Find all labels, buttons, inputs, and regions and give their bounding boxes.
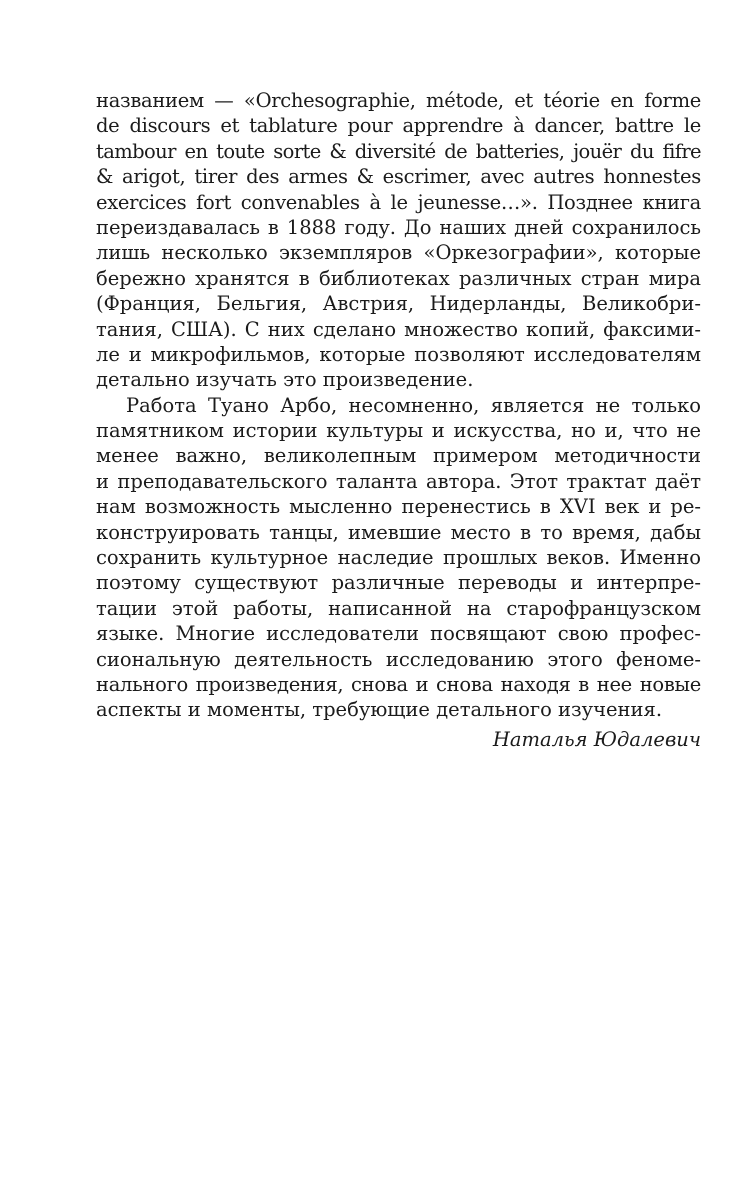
page-body xyxy=(96,88,701,752)
text-line: переиздавалась в 1888 году. До наших дней сохранилось xyxy=(96,215,701,239)
text-line: сиональную деятельность исследованию этого феноме- xyxy=(96,647,701,671)
text-line: названием — «Orchesographie, métode, et téorie en forme xyxy=(96,89,701,112)
text-line: Работа Туано Арбо, несомненно, является не только xyxy=(126,393,701,417)
text-line: tambour en toute sorte & diversité de batteries, jouër du fifre xyxy=(96,139,701,163)
text-line: & arigot, tirer des armes & escrimer, avec autres honnestes xyxy=(96,165,701,189)
text-line: сохранить культурное наследие прошлых веков. Именно xyxy=(96,546,701,570)
text-line: нального произведения, снова и снова находя в нее новые xyxy=(96,672,701,696)
paragraph-2 xyxy=(96,393,701,723)
text-line: аспекты и моменты, требующие детального изучения. xyxy=(96,698,663,722)
text-line: детально изучать это произведение. xyxy=(96,368,474,392)
text-line: нам возможность мысленно перенестись в XVI век и ре- xyxy=(96,495,701,519)
text-line: бережно хранятся в библиотеках различных стран мира xyxy=(96,266,701,290)
text-line: (Франция, Бельгия, Австрия, Нидерланды, Великобри- xyxy=(96,292,701,316)
paragraph-1 xyxy=(96,88,701,393)
text-line: памятником истории культуры и искусства, но и, что не xyxy=(96,419,701,443)
text-line: лишь несколько экземпляров «Оркезографии», которые xyxy=(96,241,701,265)
text-line: тации этой работы, написанной на старофранцузском xyxy=(96,596,701,620)
text-line: тания, США). С них сделано множество копий, факсими- xyxy=(96,317,701,341)
text-line: менее важно, великолепным примером методичности xyxy=(96,444,701,468)
text-line: ле и микрофильмов, которые позволяют исследователям xyxy=(96,342,701,366)
text-line: языке. Многие исследователи посвящают свою профес- xyxy=(96,622,701,646)
text-line: конструировать танцы, имевшие место в то время, дабы xyxy=(96,520,701,544)
text-line: exercices fort convenables à le jeunesse…». Позднее книга xyxy=(96,190,701,214)
text-line: de discours et tablature pour apprendre à dancer, battre le xyxy=(96,114,701,138)
text-line: поэтому существуют различные переводы и интерпре- xyxy=(96,571,701,595)
author-signature: Наталья Юдалевич xyxy=(492,727,701,751)
text-line: и преподавательского таланта автора. Этот трактат даёт xyxy=(96,469,701,493)
